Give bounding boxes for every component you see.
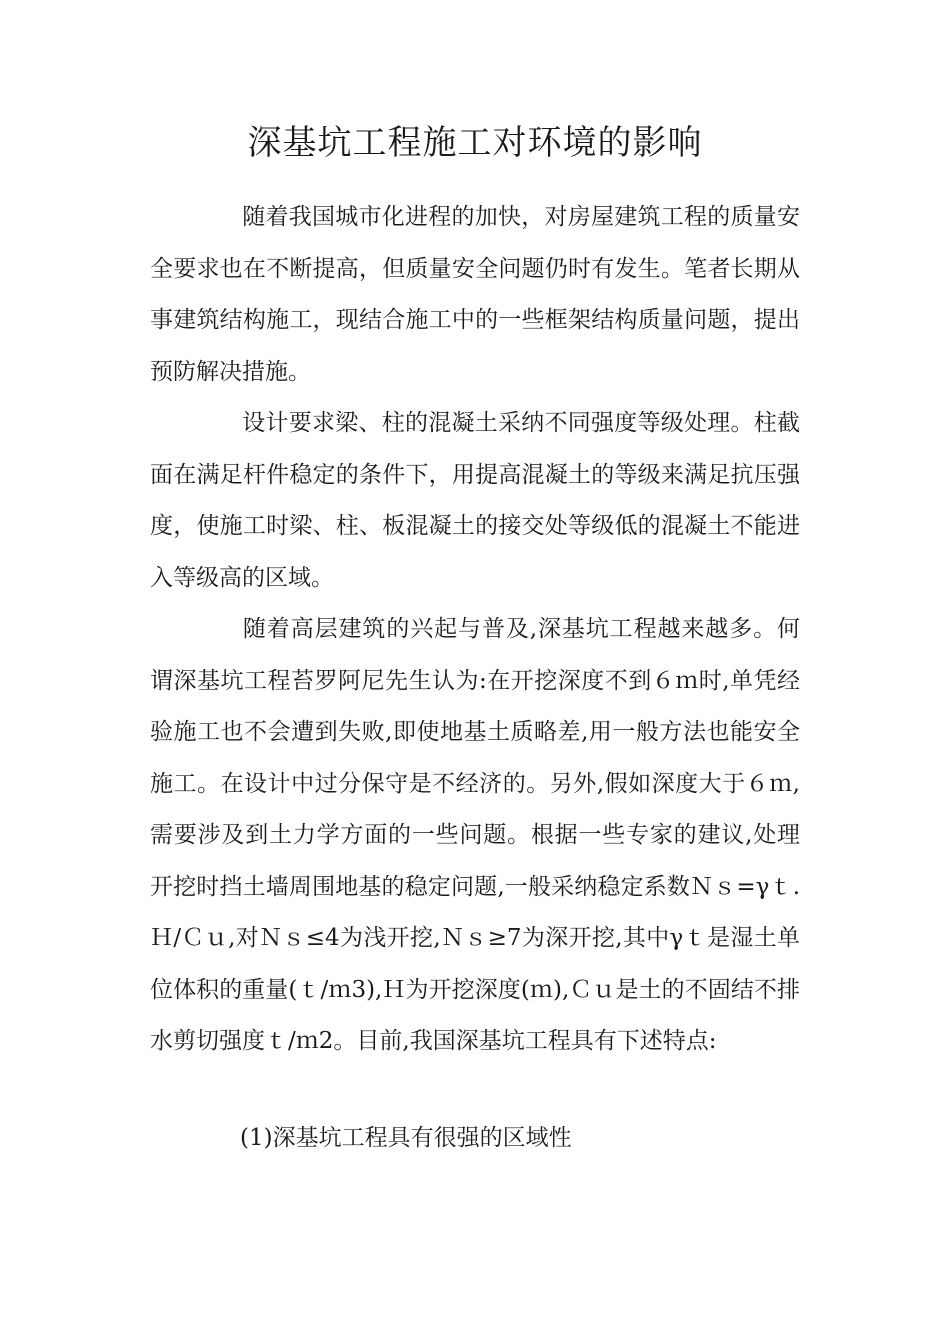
- list-item-heading: (1)深基坑工程具有很强的区域性: [240, 1125, 572, 1151]
- paragraph-1-text: 随着我国城市化进程的加快，对房屋建筑工程的质量安全要求也在不断提高，但质量安全问题仍时有发生。笔者长期从事建筑结构施工，现结合施工中的一些框架结构质量问题，提出预防解决措施。: [150, 204, 800, 385]
- paragraph-2-text: 设计要求梁、柱的混凝土采纳不同强度等级处理。柱截面在满足杆件稳定的条件下，用提高混凝土的等级来满足抗压强度，使施工时梁、柱、板混凝土的接交处等级低的混凝土不能进入等级高的区域。: [150, 410, 800, 591]
- paragraph-1: [150, 192, 800, 398]
- paragraph-3-text: 随着高层建筑的兴起与普及,深基坑工程越来越多。何谓深基坑工程苔罗阿尼先生认为:在开挖深度不到６ｍ时,单凭经验施工也不会遭到失败,即使地基土质略差,用一般方法也能安全施工。在设计中过分保守是不经济的。另外,假如深度大于６ｍ,需要涉及到土力学方面的一些问题。根据一些专家的建议,处理开挖时挡土墙周围地基的稳定问题,一般采纳稳定系数Ｎｓ=γｔ.Ｈ/Ｃｕ,对Ｎｓ≤4为浅开挖,Ｎｓ≥7为深开挖,其中γｔ是湿土单位体积的重量(ｔ/ｍ3),Ｈ为开挖深度(ｍ),Ｃｕ是土的不固结不排水剪切强度ｔ/ｍ2。目前,我国深基坑工程具有下述特点:: [150, 616, 800, 1054]
- paragraph-2: [150, 398, 800, 604]
- document-title: 深基坑工程施工对环境的影响: [247, 123, 703, 163]
- paragraph-3: [150, 604, 800, 1068]
